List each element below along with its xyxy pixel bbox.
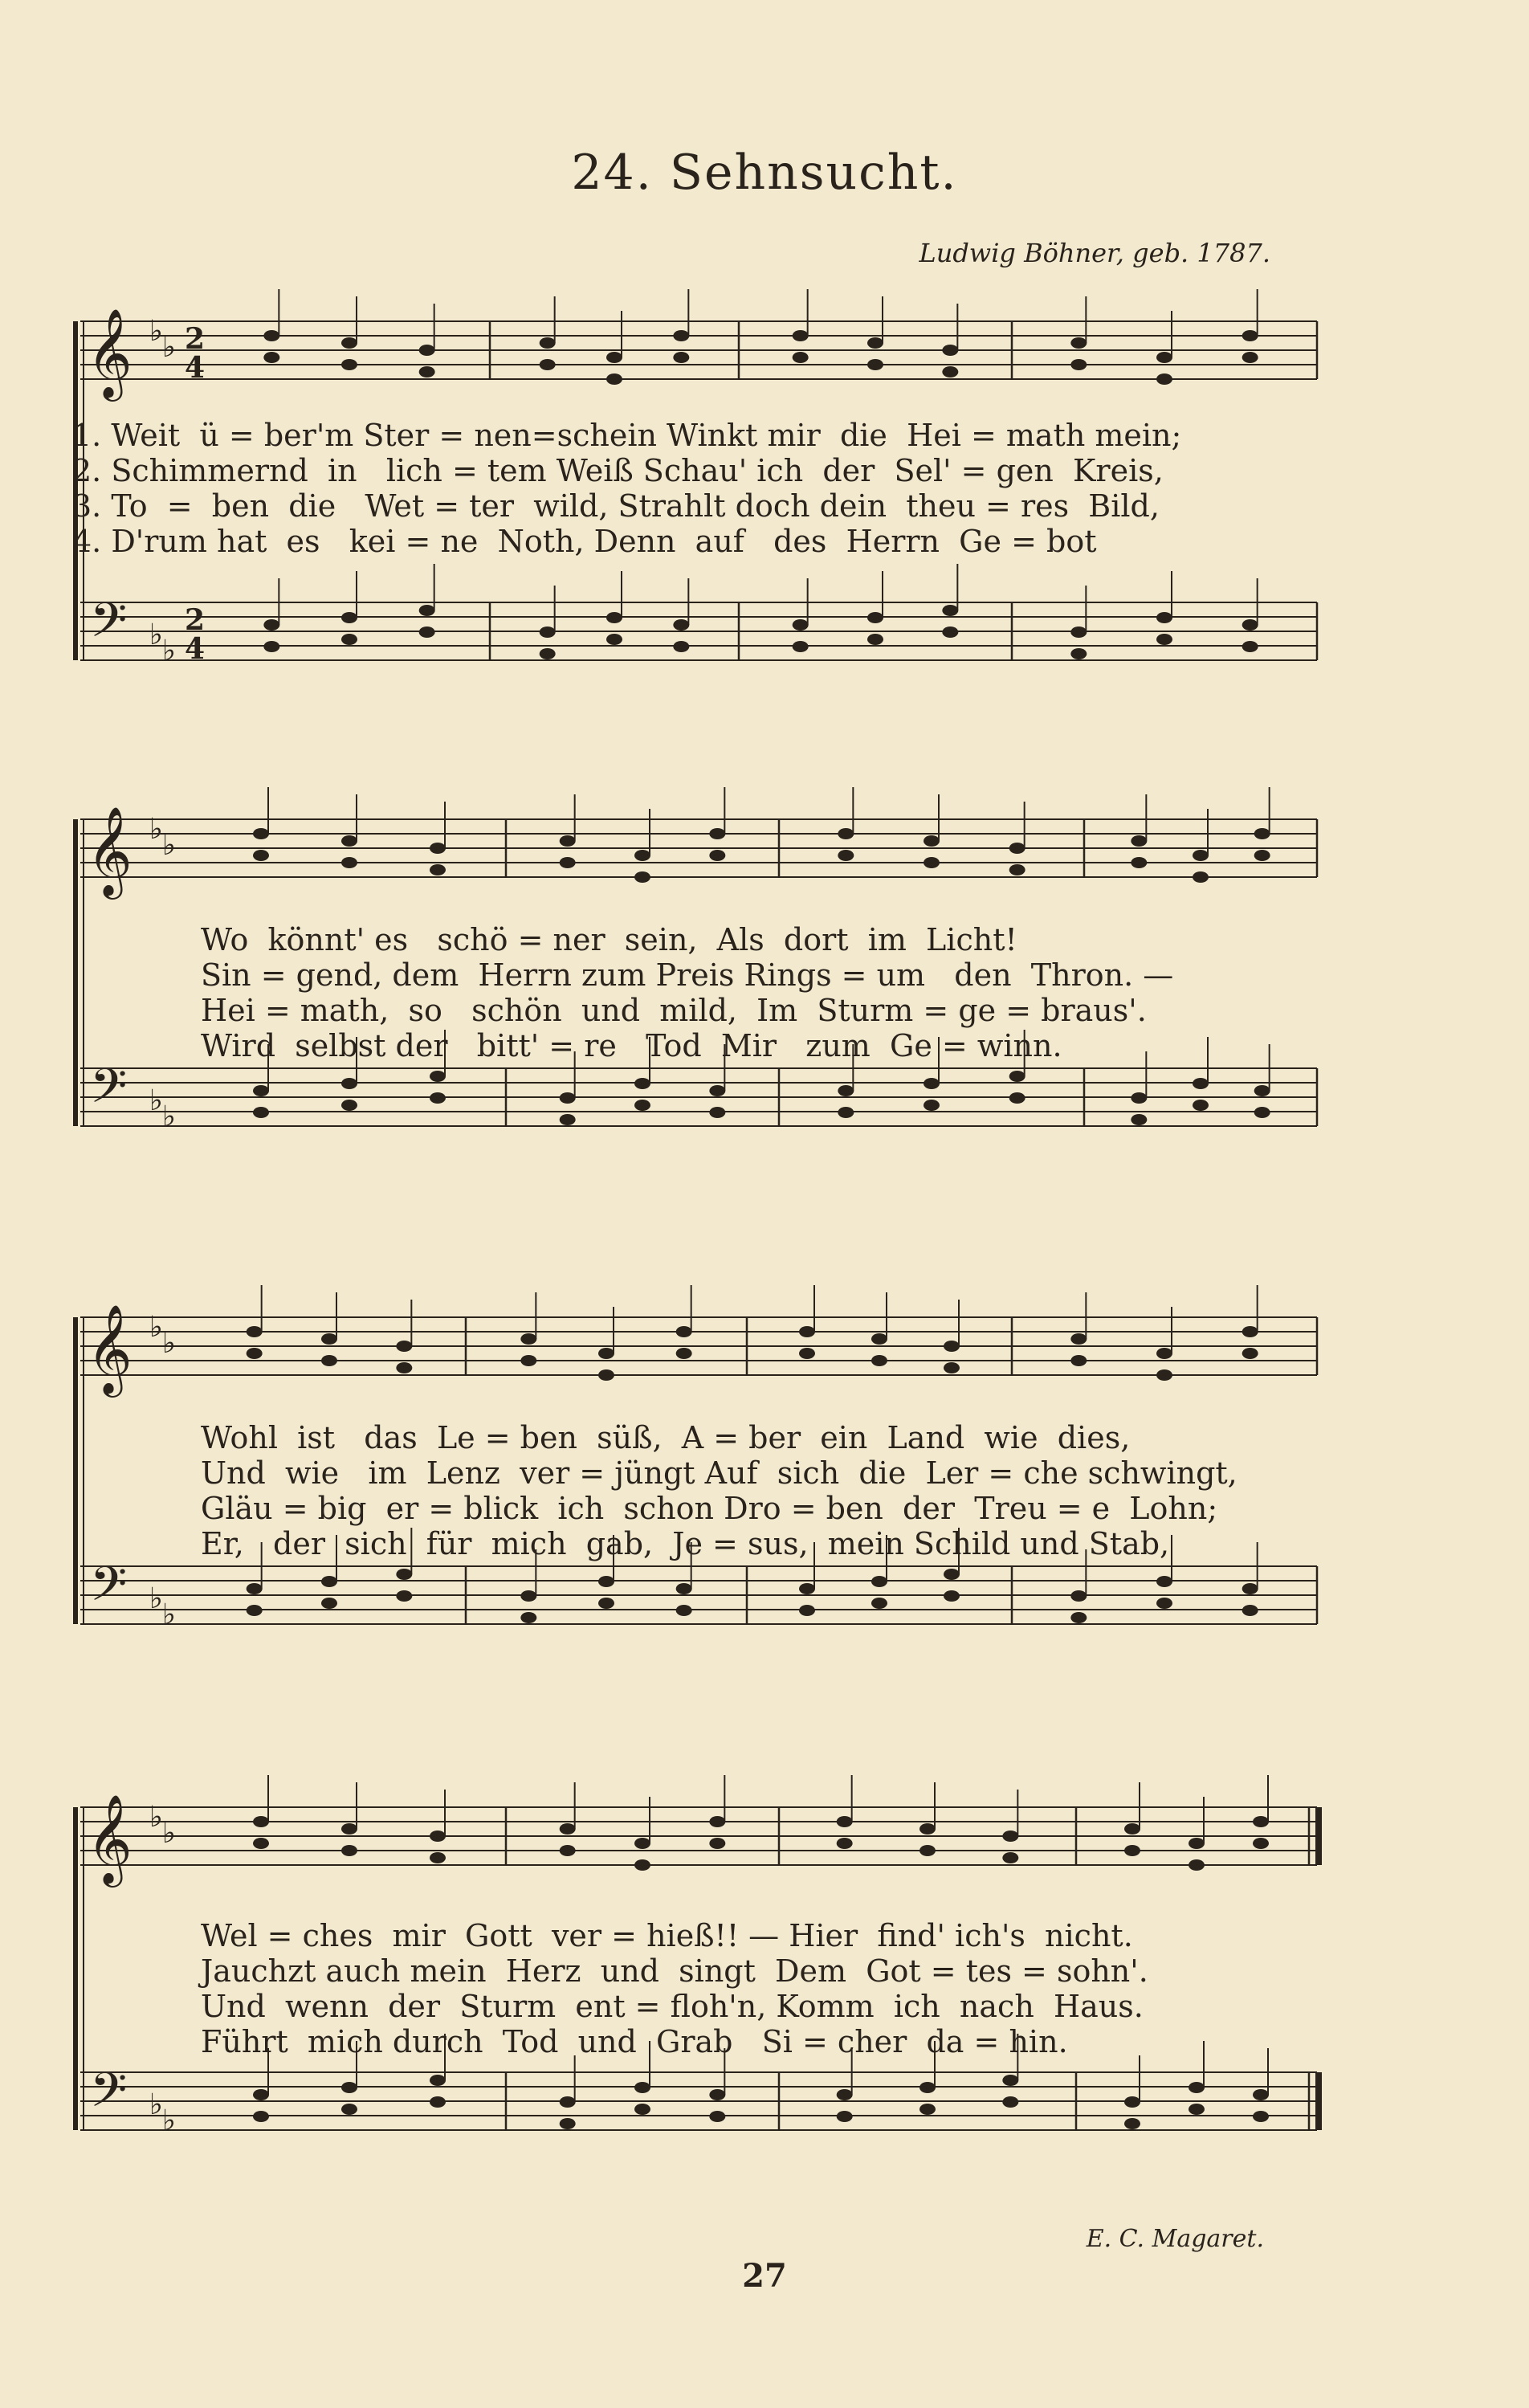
note-head bbox=[944, 1590, 960, 1602]
note-head bbox=[1009, 843, 1025, 854]
note-head bbox=[793, 641, 809, 652]
note-head bbox=[1002, 2075, 1018, 2086]
note-head bbox=[709, 2089, 725, 2100]
note-head bbox=[598, 1598, 614, 1609]
note-head bbox=[709, 850, 725, 861]
note-head bbox=[1189, 1859, 1205, 1871]
note-head bbox=[1254, 1085, 1270, 1096]
note-head bbox=[430, 1852, 446, 1863]
note-head bbox=[1070, 337, 1087, 349]
note-head bbox=[793, 352, 809, 363]
lyric-line: Wohl ist das Le = ben süß, A = ber ein Land wie dies, bbox=[201, 1420, 1131, 1455]
note-head bbox=[341, 612, 357, 623]
note-head bbox=[676, 1583, 692, 1594]
note-head bbox=[1242, 1326, 1258, 1337]
note-head bbox=[871, 1576, 887, 1587]
note-head bbox=[942, 626, 958, 638]
key-signature-flat: ♭ bbox=[149, 813, 163, 846]
note-head bbox=[1131, 835, 1147, 847]
note-head bbox=[430, 843, 446, 854]
note-head bbox=[793, 619, 809, 631]
note-head bbox=[247, 1605, 263, 1616]
note-head bbox=[1193, 1100, 1209, 1111]
note-head bbox=[1254, 828, 1270, 839]
note-head bbox=[1156, 1369, 1172, 1381]
note-head bbox=[419, 605, 435, 616]
note-head bbox=[1156, 1348, 1172, 1359]
note-head bbox=[838, 828, 854, 839]
note-head bbox=[419, 626, 435, 638]
key-signature-flat: ♭ bbox=[162, 331, 176, 364]
note-head bbox=[1254, 1107, 1270, 1118]
treble-staff bbox=[80, 819, 1317, 877]
note-head bbox=[321, 1333, 337, 1345]
key-signature-flat: ♭ bbox=[149, 1582, 163, 1615]
lyric-line: 3. To = ben die Wet = ter wild, Strahlt doch dein theu = res Bild, bbox=[72, 488, 1160, 524]
note-head bbox=[560, 1845, 576, 1856]
note-head bbox=[1002, 1830, 1018, 1842]
note-head bbox=[1131, 1114, 1147, 1125]
note-head bbox=[520, 1612, 536, 1623]
note-head bbox=[709, 1816, 725, 1827]
note-head bbox=[919, 2104, 936, 2115]
note-head bbox=[598, 1369, 614, 1381]
note-head bbox=[1253, 1816, 1269, 1827]
bass-clef: 𝄢 bbox=[90, 1556, 128, 1623]
key-signature-flat: ♭ bbox=[149, 1084, 163, 1117]
note-head bbox=[540, 359, 556, 370]
page-number: 27 bbox=[742, 2257, 787, 2295]
note-head bbox=[634, 1078, 650, 1089]
note-head bbox=[944, 1569, 960, 1580]
note-head bbox=[942, 345, 958, 356]
note-head bbox=[1189, 2082, 1205, 2093]
note-head bbox=[924, 1100, 940, 1111]
note-head bbox=[676, 1348, 692, 1359]
note-head bbox=[263, 352, 279, 363]
note-head bbox=[1009, 1092, 1025, 1104]
note-head bbox=[1156, 1576, 1172, 1587]
note-head bbox=[1156, 352, 1172, 363]
note-head bbox=[1253, 2111, 1269, 2122]
note-head bbox=[1009, 1071, 1025, 1082]
time-signature-bottom: 4 bbox=[185, 632, 206, 666]
note-head bbox=[598, 1348, 614, 1359]
note-head bbox=[676, 1605, 692, 1616]
note-head bbox=[673, 641, 689, 652]
note-head bbox=[1193, 1078, 1209, 1089]
note-head bbox=[419, 345, 435, 356]
treble-clef: 𝄞 bbox=[87, 308, 133, 398]
note-head bbox=[837, 1838, 853, 1849]
note-head bbox=[919, 2082, 936, 2093]
bass-clef: 𝄢 bbox=[90, 2062, 128, 2129]
note-head bbox=[634, 1100, 650, 1111]
note-head bbox=[793, 330, 809, 341]
note-head bbox=[396, 1362, 412, 1373]
key-signature-flat: ♭ bbox=[149, 618, 163, 651]
treble-staff bbox=[80, 1807, 1317, 1865]
note-head bbox=[520, 1590, 536, 1602]
note-head bbox=[341, 1845, 357, 1856]
note-head bbox=[263, 330, 279, 341]
key-signature-flat: ♭ bbox=[162, 1817, 176, 1850]
note-head bbox=[1124, 2096, 1140, 2108]
note-head bbox=[871, 1333, 887, 1345]
note-head bbox=[944, 1341, 960, 1352]
note-head bbox=[867, 337, 883, 349]
lyric-line: Sin = gend, dem Herrn zum Preis Rings = um den Thron. — bbox=[201, 957, 1174, 993]
note-head bbox=[867, 359, 883, 370]
note-head bbox=[1242, 1348, 1258, 1359]
note-head bbox=[247, 1583, 263, 1594]
note-head bbox=[1124, 1845, 1140, 1856]
note-head bbox=[634, 2082, 650, 2093]
note-head bbox=[924, 1078, 940, 1089]
lyric-line: 1. Weit ü = ber'm Ster = nen=schein Winkt mir die Hei = math mein; bbox=[72, 418, 1182, 453]
note-head bbox=[799, 1583, 815, 1594]
note-head bbox=[1002, 2096, 1018, 2108]
note-head bbox=[1242, 352, 1258, 363]
note-head bbox=[396, 1590, 412, 1602]
note-head bbox=[606, 373, 622, 385]
note-head bbox=[709, 1838, 725, 1849]
note-head bbox=[709, 1085, 725, 1096]
note-head bbox=[1070, 648, 1087, 659]
bass-staff bbox=[80, 1566, 1317, 1624]
note-head bbox=[1002, 1852, 1018, 1863]
note-head bbox=[540, 337, 556, 349]
lyric-line: Gläu = big er = blick ich schon Dro = ben der Treu = e Lohn; bbox=[201, 1491, 1218, 1526]
note-head bbox=[1193, 871, 1209, 883]
note-head bbox=[253, 1085, 269, 1096]
note-head bbox=[942, 605, 958, 616]
note-head bbox=[341, 857, 357, 868]
note-head bbox=[341, 2082, 357, 2093]
note-head bbox=[867, 634, 883, 645]
treble-staff bbox=[80, 1317, 1317, 1375]
lyric-line: Hei = math, so schön und mild, Im Sturm = ge = braus'. bbox=[201, 993, 1147, 1028]
note-head bbox=[799, 1605, 815, 1616]
note-head bbox=[634, 871, 650, 883]
note-head bbox=[838, 1085, 854, 1096]
note-head bbox=[634, 1859, 650, 1871]
note-head bbox=[919, 1823, 936, 1835]
note-head bbox=[1189, 1838, 1205, 1849]
note-head bbox=[560, 835, 576, 847]
key-signature-flat: ♭ bbox=[162, 1327, 176, 1360]
note-head bbox=[341, 634, 357, 645]
note-head bbox=[321, 1598, 337, 1609]
note-head bbox=[1242, 641, 1258, 652]
key-signature-flat: ♭ bbox=[149, 1801, 163, 1834]
lyric-line: Und wie im Lenz ver = jüngt Auf sich die Ler = che schwingt, bbox=[201, 1455, 1237, 1491]
lyric-line: Führt mich durch Tod und Grab Si = cher da = hin. bbox=[201, 2024, 1068, 2059]
note-head bbox=[1156, 1598, 1172, 1609]
note-head bbox=[430, 1071, 446, 1082]
note-head bbox=[1254, 850, 1270, 861]
treble-clef: 𝄞 bbox=[87, 1794, 133, 1884]
note-head bbox=[430, 2096, 446, 2108]
note-head bbox=[1070, 359, 1087, 370]
note-head bbox=[606, 612, 622, 623]
note-head bbox=[676, 1326, 692, 1337]
key-signature-flat: ♭ bbox=[162, 1598, 176, 1631]
key-signature-flat: ♭ bbox=[149, 315, 163, 348]
lyric-line: Wird selbst der bitt' = re Tod Mir zum Ge = winn. bbox=[201, 1028, 1062, 1063]
note-head bbox=[1193, 850, 1209, 861]
note-head bbox=[1156, 634, 1172, 645]
note-head bbox=[1070, 1333, 1087, 1345]
treble-staff bbox=[80, 321, 1317, 379]
note-head bbox=[1156, 612, 1172, 623]
note-head bbox=[1070, 1612, 1087, 1623]
key-signature-flat: ♭ bbox=[162, 1100, 176, 1133]
note-head bbox=[560, 857, 576, 868]
note-head bbox=[341, 337, 357, 349]
note-head bbox=[838, 1107, 854, 1118]
note-head bbox=[942, 366, 958, 378]
note-head bbox=[1070, 626, 1087, 638]
note-head bbox=[540, 626, 556, 638]
note-head bbox=[341, 835, 357, 847]
key-signature-flat: ♭ bbox=[162, 829, 176, 862]
note-head bbox=[799, 1326, 815, 1337]
note-head bbox=[871, 1355, 887, 1366]
note-head bbox=[1124, 2118, 1140, 2129]
note-head bbox=[560, 1114, 576, 1125]
note-head bbox=[341, 359, 357, 370]
note-head bbox=[871, 1598, 887, 1609]
note-head bbox=[1253, 1838, 1269, 1849]
time-signature-bottom: 4 bbox=[185, 351, 206, 385]
note-head bbox=[253, 828, 269, 839]
arranger-credit: E. C. Magaret. bbox=[1086, 2225, 1264, 2253]
note-head bbox=[1242, 619, 1258, 631]
note-head bbox=[598, 1576, 614, 1587]
note-head bbox=[1070, 1590, 1087, 1602]
note-head bbox=[634, 2104, 650, 2115]
note-head bbox=[924, 857, 940, 868]
note-head bbox=[396, 1341, 412, 1352]
note-head bbox=[837, 2089, 853, 2100]
note-head bbox=[709, 2111, 725, 2122]
note-head bbox=[321, 1576, 337, 1587]
bass-clef: 𝄢 bbox=[90, 1058, 128, 1125]
note-head bbox=[673, 619, 689, 631]
note-head bbox=[837, 2111, 853, 2122]
note-head bbox=[253, 2111, 269, 2122]
note-head bbox=[520, 1333, 536, 1345]
bass-staff bbox=[80, 602, 1317, 660]
note-head bbox=[540, 648, 556, 659]
key-signature-flat: ♭ bbox=[162, 2104, 176, 2137]
note-head bbox=[919, 1845, 936, 1856]
note-head bbox=[341, 1078, 357, 1089]
hymn-title: 24. Sehnsucht. bbox=[571, 145, 958, 201]
note-head bbox=[253, 850, 269, 861]
lyric-line: Wel = ches mir Gott ver = hieß!! — Hier find' ich's nicht. bbox=[201, 1918, 1133, 1953]
note-head bbox=[944, 1362, 960, 1373]
note-head bbox=[606, 634, 622, 645]
time-signature-top: 2 bbox=[185, 322, 206, 356]
note-head bbox=[709, 1107, 725, 1118]
note-head bbox=[673, 330, 689, 341]
note-head bbox=[606, 352, 622, 363]
note-head bbox=[1131, 857, 1147, 868]
treble-clef: 𝄞 bbox=[87, 806, 133, 896]
note-head bbox=[560, 2096, 576, 2108]
note-head bbox=[253, 2089, 269, 2100]
note-head bbox=[634, 1838, 650, 1849]
note-head bbox=[837, 1816, 853, 1827]
note-head bbox=[1009, 864, 1025, 875]
note-head bbox=[253, 1838, 269, 1849]
note-head bbox=[799, 1348, 815, 1359]
key-signature-flat: ♭ bbox=[149, 2088, 163, 2121]
note-head bbox=[1189, 2104, 1205, 2115]
note-head bbox=[560, 2118, 576, 2129]
note-head bbox=[247, 1348, 263, 1359]
note-head bbox=[673, 352, 689, 363]
note-head bbox=[867, 612, 883, 623]
note-head bbox=[341, 1823, 357, 1835]
note-head bbox=[520, 1355, 536, 1366]
key-signature-flat: ♭ bbox=[162, 635, 176, 667]
time-signature-top: 2 bbox=[185, 603, 206, 637]
note-head bbox=[1070, 1355, 1087, 1366]
note-head bbox=[430, 1830, 446, 1842]
note-head bbox=[396, 1569, 412, 1580]
note-head bbox=[341, 1100, 357, 1111]
note-head bbox=[709, 828, 725, 839]
note-head bbox=[1242, 1605, 1258, 1616]
lyric-line: Jauchzt auch mein Herz und singt Dem Got = tes = sohn'. bbox=[201, 1953, 1148, 1989]
note-head bbox=[253, 1816, 269, 1827]
lyric-line: 2. Schimmernd in lich = tem Weiß Schau' ich der Sel' = gen Kreis, bbox=[72, 453, 1164, 488]
note-head bbox=[1124, 1823, 1140, 1835]
note-head bbox=[430, 864, 446, 875]
note-head bbox=[263, 619, 279, 631]
bass-clef: 𝄢 bbox=[90, 592, 128, 659]
note-head bbox=[430, 2075, 446, 2086]
composer-credit: Ludwig Böhner, geb. 1787. bbox=[919, 238, 1270, 268]
treble-clef: 𝄞 bbox=[87, 1304, 133, 1394]
lyric-line: Wo könnt' es schö = ner sein, Als dort im Licht! bbox=[201, 922, 1017, 957]
key-signature-flat: ♭ bbox=[149, 1311, 163, 1344]
note-head bbox=[263, 641, 279, 652]
note-head bbox=[560, 1823, 576, 1835]
note-head bbox=[321, 1355, 337, 1366]
note-head bbox=[1253, 2089, 1269, 2100]
note-head bbox=[341, 2104, 357, 2115]
note-head bbox=[1242, 1583, 1258, 1594]
note-head bbox=[253, 1107, 269, 1118]
note-head bbox=[924, 835, 940, 847]
note-head bbox=[838, 850, 854, 861]
note-head bbox=[247, 1326, 263, 1337]
lyric-line: Er, der sich für mich gab, Je = sus, mein Schild und Stab, bbox=[201, 1526, 1170, 1561]
note-head bbox=[560, 1092, 576, 1104]
note-head bbox=[1242, 330, 1258, 341]
note-head bbox=[430, 1092, 446, 1104]
note-head bbox=[1156, 373, 1172, 385]
note-head bbox=[1131, 1092, 1147, 1104]
note-head bbox=[634, 850, 650, 861]
note-head bbox=[419, 366, 435, 378]
lyric-line: Und wenn der Sturm ent = floh'n, Komm ich nach Haus. bbox=[201, 1989, 1144, 2024]
lyric-line: 4. D'rum hat es kei = ne Noth, Denn auf des Herrn Ge = bot bbox=[72, 524, 1097, 559]
